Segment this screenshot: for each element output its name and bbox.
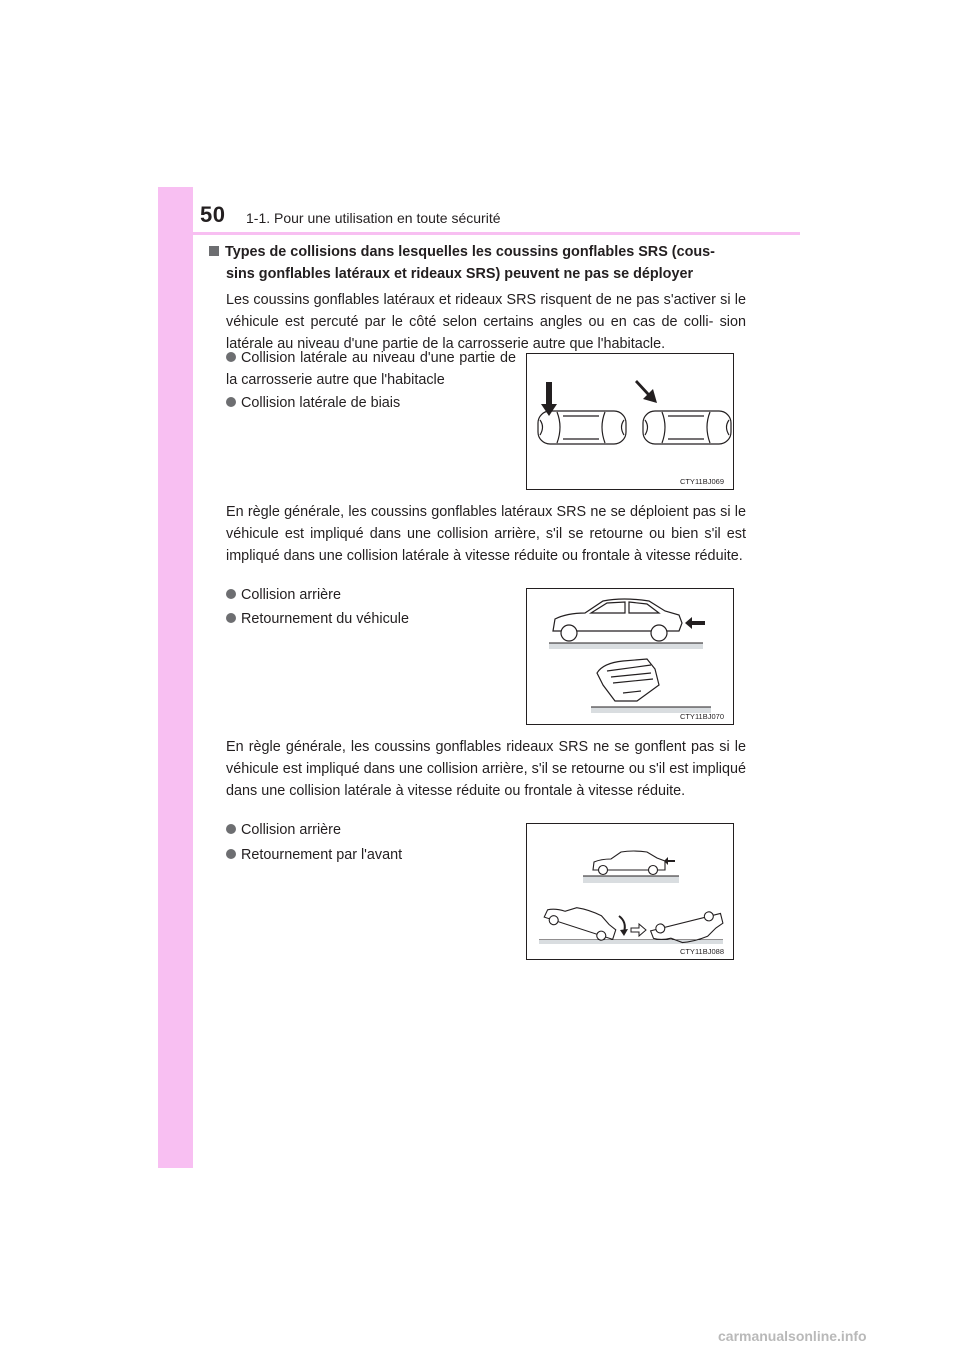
bullet-dot-icon [226,397,236,407]
list-item-text: Collision arrière [241,822,341,838]
bullet-dot-icon [226,589,236,599]
list-item [226,819,341,841]
list-item-text: Retournement du véhicule [241,611,409,627]
watermark: carmanualsonline.info [718,1328,867,1344]
list-item [226,584,341,606]
intro-paragraph: Les coussins gonflables latéraux et rideaux SRS risquent de ne pas s'activer si le véhicule est percuté par le côté selon certains angles ou en cas de colli- sion latérale au niveau d'une partie de la carrosserie autre que l'habitacle. [226,292,746,352]
list-item-text: Collision arrière [241,587,341,603]
bullet-dot-icon [226,849,236,859]
chapter-side-strip [158,187,193,1168]
curtain-airbag-paragraph: En règle générale, les coussins gonflables rideaux SRS ne se gonflent pas si le véhicule est impliqué dans une collision arrière, s'il se retourne ou s'il est impliqué dans une collision latérale à vitesse réduite ou frontale à vitesse réduite. [226,739,746,799]
figure-code: CTY11BJ069 [679,477,724,486]
side-airbag-paragraph: En règle générale, les coussins gonflables latéraux SRS ne se déploient pas si le véhicule est impliqué dans une collision arrière, s'il se retourne ou bien s'il est impliqué dans une collision latérale à vitesse réduite ou frontale à vitesse réduite. [226,504,746,564]
rear-collision-front-rollover-illustration [527,824,733,959]
header-rule [193,232,800,235]
heading-line-2: sins gonflables latéraux et rideaux SRS) peuvent ne pas se déployer [226,266,694,282]
figure-side-collision [526,353,734,490]
section-title: 1-1. Pour une utilisation en toute sécurité [246,210,501,226]
bullet-dot-icon [226,824,236,834]
section-heading [209,241,749,285]
list-item [226,392,400,414]
heading-line-1: Types de collisions dans lesquelles les coussins gonflables SRS (cous- [225,244,715,260]
side-collision-illustration [527,354,733,489]
page-number: 50 [200,202,226,227]
bullet-dot-icon [226,613,236,623]
list-item [226,608,409,630]
rear-collision-rollover-illustration [527,589,733,724]
figure-code: CTY11BJ088 [679,947,724,956]
square-bullet-icon [209,246,219,256]
list-item [226,347,516,391]
list-item-text: Retournement par l'avant [241,847,403,863]
figure-code: CTY11BJ070 [679,712,724,721]
list-item [226,844,402,866]
figure-rear-collision-front-rollover [526,823,734,960]
list-item-text: Collision latérale de biais [241,395,401,411]
figure-rear-collision-rollover [526,588,734,725]
list-item-text: Collision latérale au niveau d'une partie de la carrosserie autre que l'habitacle [226,350,516,388]
bullet-dot-icon [226,352,236,362]
